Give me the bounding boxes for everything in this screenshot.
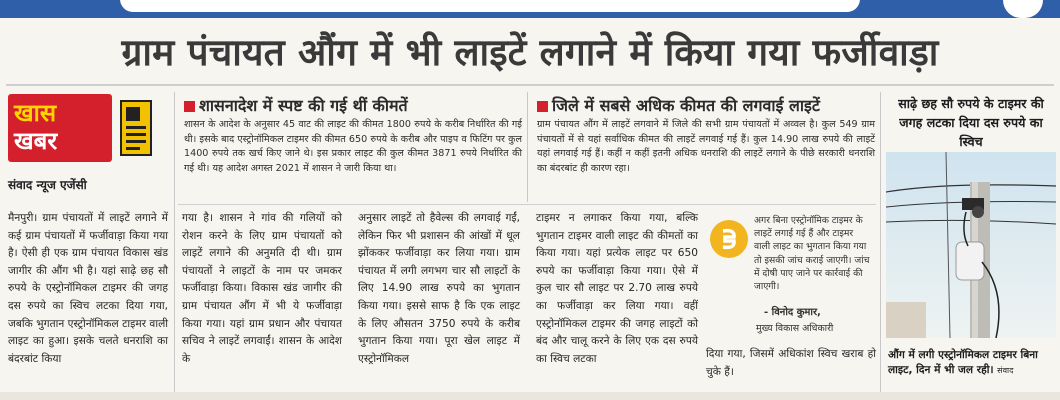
divider	[174, 92, 175, 392]
article-column-1: मैनपुरी। ग्राम पंचायतों में लाइटें लगाने में कई ग्राम पंचायतों में फर्जीवाड़ा किया गया है। ऐसी ही एक ग्राम पंचायत विकास खंड जागीर की औंग भी है। यहां साढ़े छह सौ रुपये के एस्ट्रोनॉमिकल टाइमर की जगह दस रुपये का स्विच लटका दिया गया, जबकि भुगतान एस्ट्रोनॉमिकल टाइमर वाली लाइट का हुआ। इसके चलते धनराशि का बंदरबांट किया	[8, 212, 168, 365]
photo-caption-bottom	[888, 348, 1058, 378]
street-light-photo	[886, 152, 1056, 338]
document-icon	[120, 100, 152, 156]
photo-credit: संवाद	[997, 366, 1014, 375]
bottom-strip	[0, 392, 1060, 400]
banner-pill	[120, 0, 860, 12]
intro-1: शासन के आदेश के अनुसार 45 वाट की लाइट की कीमत 1800 रुपये के करीब निर्धारित की गई थी। इसके बाद एस्ट्रोनॉमिकल टाइमर की कीमत 650 रुपये के करीब और पाइप व फिटिंग पर कुल 1400 रुपये तक खर्च किए जाने थे। इस प्रकार लाइट की कुल कीमत 3871 रुपये निर्धारित की गई थी। यह आदेश अगस्त 2021 में शासन ने जारी किया था।	[184, 119, 522, 174]
article-column-3: अनुसार लाइटें तो हैवेल्स की लगवाई गईं, लेकिन फिर भी प्रशासन की आंखों में धूल झोंककर फर्जीवाड़ा कर लिया गया। ग्राम पंचायत में लगी लगभग चार सौ लाइटों के लिए 14.90 लाख रुपये का भुगतान किया गया। इससे साफ है कि एक लाइट के लिए औसतन 3750 रुपये के करीब भुगतान किया गया। पूरा खेल लाइट में एस्ट्रोनॉमिकल	[358, 212, 520, 365]
intro-2: ग्राम पंचायत औंग में लाइटें लगवाने में जिले की सभी ग्राम पंचायतों में अव्वल है। कुल 549 ग्राम पंचायतों में से यहां सर्वाधिक कीमत की लाइटें लगवाई गई हैं। कुल 14.90 लाख रुपये की लाइटें यहां लगवाई गई हैं। कहीं न कहीं इतनी अधिक धनराशि की लाइटें लगाने के पीछे सरकारी धनराशि का बंदरबांट ही कारण रहा।	[537, 119, 875, 174]
logo-line2: खबर	[14, 127, 58, 155]
subhead-1	[184, 94, 408, 116]
subhead-2-text: जिले में सबसे अधिक कीमत की लगवाई लाइटें	[552, 96, 820, 115]
photo-caption-top: साढ़े छह सौ रुपये के टाइमर की जगह लटका दिया दस रुपये का स्विच	[898, 96, 1044, 149]
headline-rule	[6, 84, 1054, 86]
quote-name: - विनोद कुमार,	[764, 307, 821, 318]
subhead-1-text: शासनादेश में स्पष्ट की गई थीं कीमतें	[199, 96, 408, 115]
article-column-5: दिया गया, जिसमें अधिकांश स्विच खराब हो चुके हैं।	[706, 348, 876, 378]
banner-circle	[1003, 0, 1043, 18]
quote-mark-icon	[719, 227, 739, 251]
article-column-4: टाइमर न लगाकर किया गया, बल्कि भुगतान टाइमर वाली लाइट की कीमतों का किया गया। यहां प्रत्येक लाइट पर 650 रुपये का फर्जीवाड़ा किया गया। ऐसे में कुल चार सौ लाइट पर 2.70 लाख रुपये का फर्जीवाड़ा कर लिया गया। वहीं एस्ट्रोनॉमिकल टाइमर की जगह लाइटों को बंद और चालू करने के लिए एक दस रुपये का स्विच लटका	[536, 212, 698, 365]
logo-red-box	[8, 94, 112, 162]
khas-khabar-logo	[8, 94, 160, 164]
bullet-square	[184, 101, 195, 112]
quote-role: मुख्य विकास अधिकारी	[756, 323, 834, 334]
official-quote	[706, 212, 872, 344]
quote-text: अगर बिना एस्ट्रोनॉमिक टाइमर के लाइटें लगाई गई हैं और टाइमर वाली लाइट का भुगतान किया गया तो इसकी जांच कराई जाएगी। जांच में दोषी पाए जाने पर कार्रवाई की जाएगी।	[754, 215, 870, 293]
article-column-2: गया है। शासन ने गांव की गलियों को रोशन करने के लिए ग्राम पंचायतों को लाइटें लगाने की अनुमति दी थी। ग्राम पंचायतों ने लाइटों के नाम पर जमकर फर्जीवाड़ा किया। विकास खंड जागीर की ग्राम पंचायत औंग में भी ये फर्जीवाड़ा किया गया। यहां ग्राम प्रधान और पंचायत सचिव ने लाइटें लगवाईं। शासन के आदेश के	[182, 212, 342, 365]
byline: संवाद न्यूज एजेंसी	[8, 178, 87, 192]
headline: ग्राम पंचायत औंग में भी लाइटें लगाने में किया गया फर्जीवाड़ा	[121, 31, 939, 74]
bullet-square	[537, 101, 548, 112]
subhead-2	[537, 94, 820, 116]
divider	[880, 92, 881, 392]
photo-caption-bottom-text: औंग में लगी एस्ट्रोनॉमिकल टाइमर बिना लाइट, दिन में भी जल रही।	[888, 349, 1038, 376]
section-rule	[178, 204, 876, 205]
divider	[527, 92, 528, 202]
logo-line1: खास	[14, 99, 57, 127]
top-banner	[0, 0, 1060, 18]
quote-icon	[710, 220, 748, 258]
